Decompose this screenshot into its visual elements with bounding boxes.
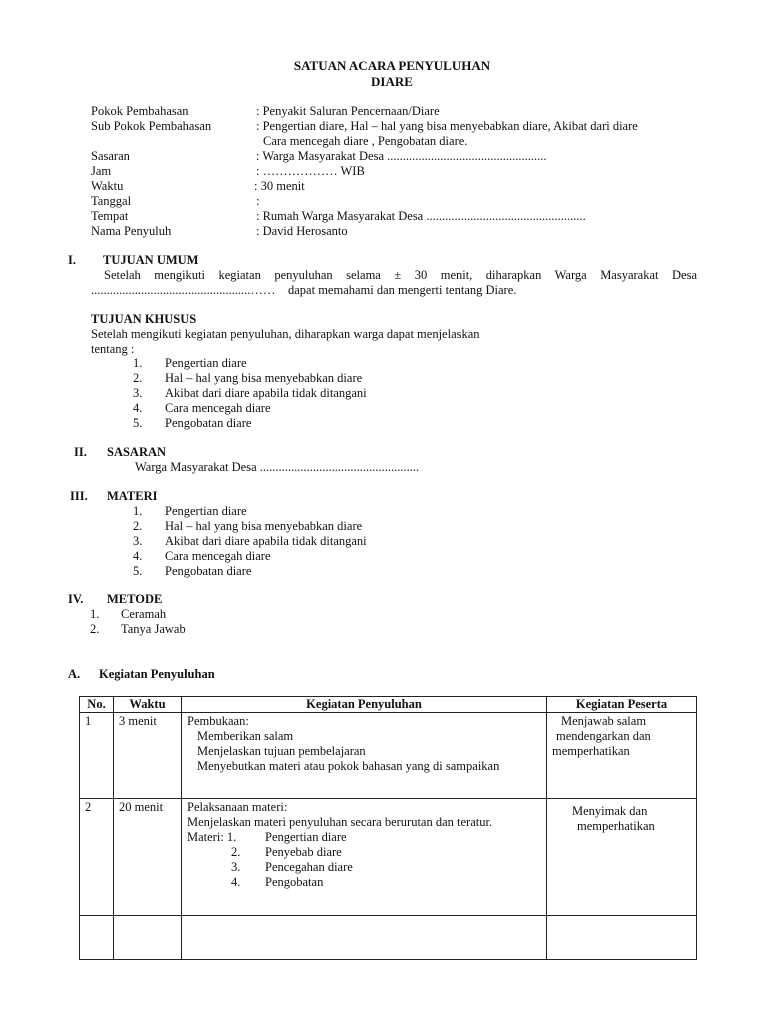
tujuan-khusus-intro-cont: tentang : <box>91 342 135 356</box>
list-item: Pengertian diare <box>165 356 247 370</box>
info-label-penyuluh: Nama Penyuluh <box>91 224 172 238</box>
list-item-number: 1. <box>133 356 143 370</box>
table-cell-waktu: 20 menit <box>114 799 182 916</box>
table-cell-waktu <box>114 916 182 960</box>
cell-line: Memberikan salam <box>197 729 294 743</box>
materi-item <box>187 830 541 845</box>
section-heading-tujuan-umum: TUJUAN UMUM <box>103 253 199 267</box>
kegiatan-table <box>79 696 697 960</box>
list-item-number: 4. <box>231 875 241 889</box>
tujuan-umum-line-2-dots: ...................................................…… <box>91 283 276 297</box>
section-number-sasaran: II. <box>74 445 87 459</box>
info-value-waktu: : 30 menit <box>254 179 305 193</box>
cell-line: mendengarkan dan <box>556 729 651 743</box>
list-item-number: 2. <box>133 371 143 385</box>
table-cell-kegiatan-penyuluhan <box>182 799 547 916</box>
section-number-materi: III. <box>70 489 88 503</box>
materi-item <box>187 845 541 860</box>
info-value-tempat: : Rumah Warga Masyarakat Desa ................................................... <box>256 209 586 223</box>
list-item: Ceramah <box>121 607 167 621</box>
section-heading-materi: MATERI <box>107 489 158 503</box>
table-cell-kegiatan-peserta <box>547 916 697 960</box>
materi-item <box>187 860 541 875</box>
section-heading-kegiatan: Kegiatan Penyuluhan <box>99 667 215 681</box>
info-label-tanggal: Tanggal <box>91 194 132 208</box>
info-value-jam: : ……………… WIB <box>256 164 365 178</box>
list-item-number: 2. <box>231 845 241 859</box>
list-item: Hal – hal yang bisa menyebabkan diare <box>165 519 363 533</box>
column-header-no: No. <box>80 697 114 713</box>
cell-line: Menjelaskan tujuan pembelajaran <box>197 744 366 758</box>
info-label-pokok: Pokok Pembahasan <box>91 104 189 118</box>
list-item-number: 5. <box>133 564 143 578</box>
list-item: Akibat dari diare apabila tidak ditangani <box>165 386 367 400</box>
table-cell-kegiatan-penyuluhan <box>182 713 547 799</box>
column-header-kegiatan-peserta: Kegiatan Peserta <box>547 697 697 713</box>
section-number-kegiatan: A. <box>68 667 81 681</box>
materi-label <box>187 830 265 845</box>
materi-label-text: Materi: <box>187 830 224 844</box>
section-heading-tujuan-khusus: TUJUAN KHUSUS <box>91 312 197 326</box>
list-item: Pengertian diare <box>265 830 347 844</box>
table-cell-no <box>80 916 114 960</box>
list-item: Cara mencegah diare <box>165 549 271 563</box>
document-subtitle: DIARE <box>371 74 413 89</box>
tujuan-umum-line-1: Setelah mengikuti kegiatan penyuluhan selama ± 30 menit, diharapkan Warga Masyarakat Desa <box>104 268 697 282</box>
list-item: Cara mencegah diare <box>165 401 271 415</box>
table-cell-kegiatan-peserta <box>547 799 697 916</box>
list-item-number: 1. <box>226 830 237 844</box>
table-cell-kegiatan-penyuluhan <box>182 916 547 960</box>
section-number-tujuan-umum: I. <box>68 253 76 267</box>
table-cell-kegiatan-peserta <box>547 713 697 799</box>
list-item-number: 3. <box>133 534 143 548</box>
list-item: Pencegahan diare <box>265 860 353 874</box>
list-item: Pengobatan diare <box>165 564 252 578</box>
table-row <box>80 713 697 799</box>
table-row <box>80 916 697 960</box>
list-item-number: 3. <box>133 386 143 400</box>
info-value-pokok: : Penyakit Saluran Pencernaan/Diare <box>256 104 440 118</box>
info-value-tanggal: : <box>256 194 260 208</box>
column-header-waktu: Waktu <box>114 697 182 713</box>
info-label-sasaran: Sasaran <box>91 149 130 163</box>
list-item: Penyebab diare <box>265 845 342 859</box>
table-header-row <box>80 697 697 713</box>
list-item-number: 2. <box>133 519 143 533</box>
table-cell-no: 2 <box>80 799 114 916</box>
document-title: SATUAN ACARA PENYULUHAN <box>293 58 491 73</box>
list-item: Pengobatan diare <box>165 416 252 430</box>
table-cell-waktu: 3 menit <box>114 713 182 799</box>
info-label-jam: Jam <box>91 164 112 178</box>
list-item-number: 4. <box>133 549 143 563</box>
list-item-number: 3. <box>231 860 241 874</box>
info-value-sub-pokok-cont: Cara mencegah diare , Pengobatan diare. <box>263 134 468 148</box>
info-label-tempat: Tempat <box>91 209 129 223</box>
cell-line: Menyimak dan <box>572 804 648 818</box>
sasaran-text: Warga Masyarakat Desa ................................................... <box>135 460 420 474</box>
column-header-kegiatan-penyuluhan: Kegiatan Penyuluhan <box>182 697 547 713</box>
list-item-number: 1. <box>90 607 100 621</box>
section-heading-sasaran: SASARAN <box>107 445 167 459</box>
info-label-waktu: Waktu <box>91 179 124 193</box>
tujuan-umum-line-2-text: dapat memahami dan mengerti tentang Diare. <box>288 283 517 297</box>
materi-item <box>187 875 541 890</box>
tujuan-khusus-intro: Setelah mengikuti kegiatan penyuluhan, diharapkan warga dapat menjelaskan <box>91 327 480 341</box>
cell-line: Menjawab salam <box>561 714 647 728</box>
cell-line: Menjelaskan materi penyuluhan secara berurutan dan teratur. <box>187 815 493 829</box>
list-item: Hal – hal yang bisa menyebabkan diare <box>165 371 363 385</box>
list-item: Pengertian diare <box>165 504 247 518</box>
list-item: Tanya Jawab <box>121 622 186 636</box>
info-value-penyuluh: : David Herosanto <box>256 224 348 238</box>
list-item-number: 2. <box>90 622 100 636</box>
cell-line: memperhatikan <box>552 744 630 758</box>
table-cell-no: 1 <box>80 713 114 799</box>
cell-line: memperhatikan <box>577 819 655 833</box>
info-label-sub-pokok: Sub Pokok Pembahasan <box>91 119 212 133</box>
list-item-number: 4. <box>133 401 143 415</box>
list-item: Pengobatan <box>265 875 324 889</box>
list-item-number: 1. <box>133 504 143 518</box>
info-value-sub-pokok: : Pengertian diare, Hal – hal yang bisa menyebabkan diare, Akibat dari diare <box>256 119 638 133</box>
section-heading-metode: METODE <box>107 592 163 606</box>
table-row <box>80 799 697 916</box>
cell-title: Pembukaan: <box>187 714 249 728</box>
info-value-sasaran: : Warga Masyarakat Desa ................................................... <box>256 149 547 163</box>
list-item-number: 5. <box>133 416 143 430</box>
cell-title: Pelaksanaan materi: <box>187 800 288 814</box>
section-number-metode: IV. <box>68 592 84 606</box>
cell-line: Menyebutkan materi atau pokok bahasan yang di sampaikan <box>197 759 500 773</box>
list-item: Akibat dari diare apabila tidak ditangani <box>165 534 367 548</box>
